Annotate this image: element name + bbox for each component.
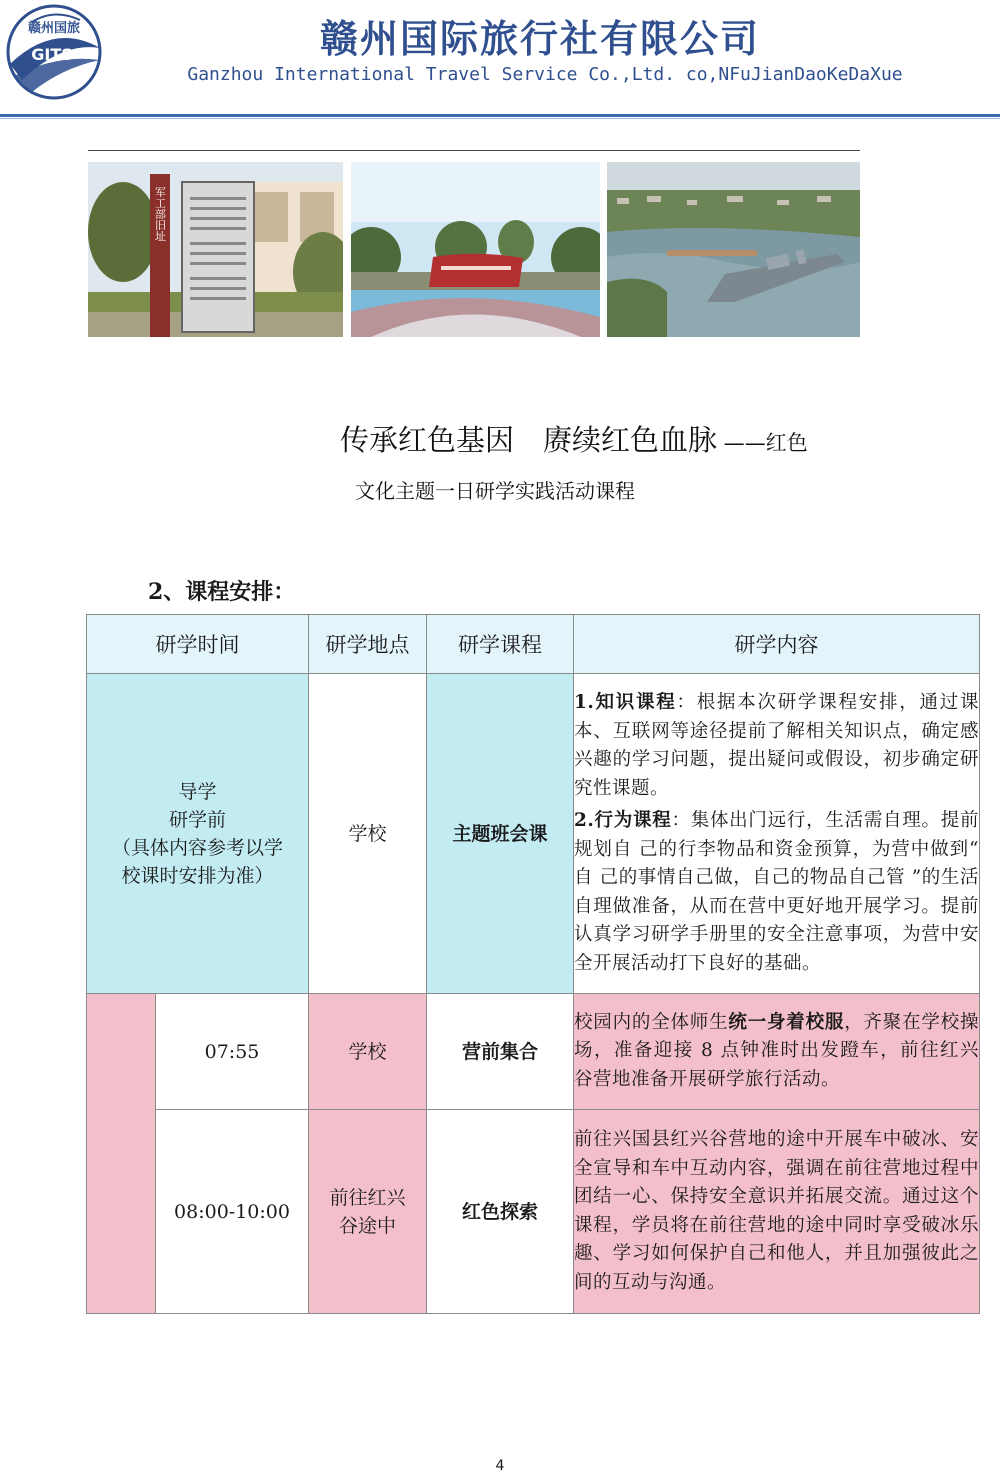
table-row [87, 994, 980, 1110]
photo-top-rule [88, 150, 860, 151]
photo-red-monument [351, 162, 600, 337]
row2-time: 07:55 [156, 994, 309, 1110]
content-text: ：根据本次研学课程安排，通过课本、互联网等途径提前了解相关知识点，确定感兴趣的学习问题，提出疑问或假设，初步确定研究性课题。 [574, 692, 979, 799]
row2-content [574, 994, 980, 1110]
page-title [340, 418, 808, 459]
content-text: ，齐聚在学校操场，准备迎接 8 点钟准时出发蹬车，前往红兴谷营地准备开展研学旅行活动。 [574, 1011, 979, 1090]
row1-time-line: 校课时安排为准） [121, 864, 274, 887]
schedule-table [86, 614, 980, 1314]
header-divider-thin [0, 118, 1000, 119]
row2-content-p [574, 1009, 979, 1095]
row2-location: 学校 [309, 994, 427, 1110]
row3-time: 08:00-10:00 [156, 1110, 309, 1314]
row1-time-line: （具体内容参考以学 [111, 836, 283, 859]
row1-content [574, 674, 980, 994]
row1-time-line: 导学 [178, 780, 217, 803]
table-header-row [87, 615, 980, 674]
content-text: ：集体出门远行，生活需自理。提前规划自 己的行李物品和资金预算，为营中做到“ 自 己的事情自己做，自己的物品自己管 ”的生活自理做准备，从而在营中更好地开展学习。提前认真学习研学手册里的安全注意事项，为营中安全开展活动打下良好的基础。 [574, 810, 979, 974]
row1-course: 主题班会课 [427, 674, 574, 994]
memorial-sign-text: 军工部旧址 [153, 186, 167, 242]
table-row [87, 674, 980, 994]
logo-text-top: 赣州国旅 [27, 21, 81, 36]
row1-location: 学校 [309, 674, 427, 994]
content-emphasis: 统一身着校服 [728, 1011, 845, 1033]
company-name-en: Ganzhou International Travel Service Co.,Ltd. co,NFuJianDaoKeDaXue [187, 64, 903, 85]
header-course: 研学课程 [427, 615, 574, 674]
logo-text-mid: GITS [31, 45, 73, 64]
title-main: 传承红色基因 赓续红色血脉 [340, 423, 718, 457]
day-group-cell [87, 994, 156, 1314]
company-name-cn: 赣州国际旅行社有限公司 [319, 16, 760, 61]
content-label: 1.知识课程 [574, 692, 677, 713]
page-number: 4 [495, 1458, 505, 1474]
row1-content-p1 [574, 689, 979, 803]
table-row [87, 1110, 980, 1314]
content-text: 校园内的全体师生 [574, 1011, 729, 1033]
header-divider [0, 114, 1000, 117]
row1-time-line: 研学前 [168, 808, 226, 831]
header-content: 研学内容 [574, 615, 980, 674]
row3-course: 红色探索 [427, 1110, 574, 1314]
row1-time [87, 674, 309, 994]
content-label: 2.行为课程 [574, 810, 672, 831]
header-location: 研学地点 [309, 615, 427, 674]
title-dash: ——红色 [717, 431, 808, 455]
row3-content: 前往兴国县红兴谷营地的途中开展车中破冰、安全宣导和车中互动内容，强调在前往营地过程中团结一心、保持安全意识并拓展交流。通过这个课程，学员将在前往营地的途中同时享受破冰乐趣、学习如何保护自己和他人，并且加强彼此之间的互动与沟通。 [574, 1110, 980, 1314]
company-logo [2, 2, 106, 102]
page-subtitle: 文化主题一日研学实践活动课程 [355, 479, 635, 503]
section-heading: 2、课程安排： [148, 579, 296, 605]
row1-content-p2 [574, 807, 979, 978]
photo-warship-lake [607, 162, 860, 337]
photo-memorial-sign [88, 162, 343, 337]
header-time: 研学时间 [87, 615, 309, 674]
row3-location: 前往红兴谷途中 [309, 1110, 427, 1314]
row2-course: 营前集合 [427, 994, 574, 1110]
